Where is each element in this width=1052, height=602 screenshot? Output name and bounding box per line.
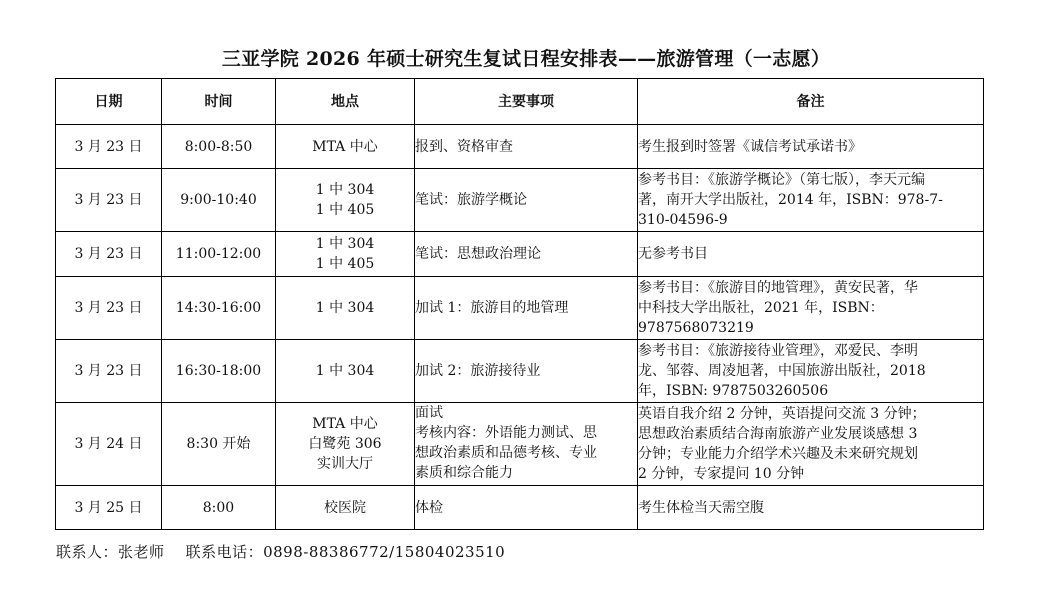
cell-note-line: 考生报到时签署《诚信考试承诺书》	[638, 138, 862, 155]
cell-item	[415, 232, 638, 277]
cell-note	[638, 277, 984, 340]
cell-time: 8:00	[162, 486, 276, 530]
cell-note-line: 龙、邹蓉、周凌旭著，中国旅游出版社，2018	[638, 363, 926, 379]
cell-place	[276, 403, 415, 486]
cell-note-line: 著，南开大学出版社，2014 年，ISBN：978-7-	[638, 192, 943, 208]
cell-item-line: 面试	[415, 405, 443, 421]
cell-note-line: 思想政治素质结合海南旅游产业发展谈感想 3	[638, 426, 918, 442]
cell-place-line: 校医院	[324, 499, 366, 516]
cell-item	[415, 277, 638, 340]
cell-date: 3 月 23 日	[56, 169, 162, 232]
cell-place-line: 实训大厅	[317, 456, 373, 472]
cell-item-line: 加试 1：旅游目的地管理	[415, 300, 569, 316]
cell-place-line: 1 中 405	[315, 202, 375, 218]
cell-time: 11:00-12:00	[162, 232, 276, 277]
cell-time: 9:00-10:40	[162, 169, 276, 232]
cell-time: 14:30-16:00	[162, 277, 276, 340]
cell-date: 3 月 23 日	[56, 277, 162, 340]
cell-note-line: 年，ISBN: 9787503260506	[638, 383, 829, 399]
cell-note	[638, 403, 984, 486]
table-row	[56, 232, 984, 277]
cell-note	[638, 125, 984, 169]
cell-place-line: 1 中 304	[315, 236, 375, 252]
cell-item-line: 加试 2：旅游接待业	[415, 363, 541, 379]
cell-date: 3 月 23 日	[56, 232, 162, 277]
table-row	[56, 340, 984, 403]
cell-note	[638, 486, 984, 530]
table-row	[56, 486, 984, 530]
table-row	[56, 403, 984, 486]
header-row	[56, 79, 984, 125]
cell-item	[415, 125, 638, 169]
col-header-note: 备注	[638, 79, 984, 125]
cell-place-line: MTA 中心	[312, 416, 378, 432]
cell-item	[415, 340, 638, 403]
cell-item-line: 想政治素质和品德考核、专业	[415, 445, 597, 461]
cell-place-line: MTA 中心	[312, 138, 378, 155]
cell-place	[276, 232, 415, 277]
cell-place-line: 1 中 304	[315, 363, 375, 379]
contact-footer	[56, 541, 505, 562]
cell-note	[638, 169, 984, 232]
cell-note-line: 2 分钟，专家提问 10 分钟	[638, 466, 805, 482]
contact-person: 联系人：张老师	[56, 543, 165, 561]
cell-note-line: 参考书目：《旅游学概论》（第七版），李天元编	[638, 172, 925, 188]
cell-note-line: 考生体检当天需空腹	[638, 499, 764, 516]
cell-item	[415, 486, 638, 530]
cell-time: 16:30-18:00	[162, 340, 276, 403]
cell-item	[415, 169, 638, 232]
cell-note-line: 分钟；专业能力介绍学术兴趣及未来研究规划	[638, 446, 918, 462]
cell-place	[276, 125, 415, 169]
cell-item-line: 素质和综合能力	[415, 465, 513, 481]
cell-note-line: 310-04596-9	[638, 212, 728, 228]
cell-date: 3 月 23 日	[56, 340, 162, 403]
schedule-table	[55, 78, 984, 530]
cell-item-line: 报到、资格审查	[415, 138, 513, 155]
cell-note-line: 中科技大学出版社，2021 年，ISBN：	[638, 300, 884, 316]
cell-item-line: 体检	[415, 499, 443, 516]
cell-date: 3 月 25 日	[56, 486, 162, 530]
cell-note-line: 无参考书目	[638, 246, 708, 262]
cell-place	[276, 277, 415, 340]
cell-place-line: 1 中 304	[315, 182, 375, 198]
col-header-place: 地点	[276, 79, 415, 125]
contact-spacer	[165, 543, 186, 561]
cell-note	[638, 340, 984, 403]
cell-place-line: 1 中 405	[315, 256, 375, 272]
cell-item-line: 笔试：思想政治理论	[415, 246, 541, 262]
cell-note	[638, 232, 984, 277]
page-title: 三亚学院 2026 年硕士研究生复试日程安排表——旅游管理（一志愿）	[221, 48, 831, 70]
cell-date: 3 月 24 日	[56, 403, 162, 486]
table-row	[56, 169, 984, 232]
cell-note-line: 参考书目：《旅游目的地管理》，黄安民著，华	[638, 280, 918, 296]
cell-note-line: 英语自我介绍 2 分钟，英语提问交流 3 分钟；	[638, 406, 926, 422]
cell-item-line: 笔试：旅游学概论	[415, 192, 527, 208]
cell-note-line: 参考书目：《旅游接待业管理》，邓爱民、李明	[638, 343, 918, 359]
cell-item	[415, 403, 638, 486]
cell-place-line: 白鹭苑 306	[308, 436, 382, 452]
table-row	[56, 277, 984, 340]
cell-date: 3 月 23 日	[56, 125, 162, 169]
cell-time: 8:00-8:50	[162, 125, 276, 169]
contact-phone: 联系电话：0898-88386772/15804023510	[185, 543, 506, 561]
col-header-time: 时间	[162, 79, 276, 125]
col-header-item: 主要事项	[415, 79, 638, 125]
cell-place	[276, 169, 415, 232]
cell-note-line: 9787568073219	[638, 320, 754, 336]
cell-place-line: 1 中 304	[315, 300, 375, 316]
table-row	[56, 125, 984, 169]
cell-item-line: 考核内容：外语能力测试、思	[415, 425, 597, 441]
cell-time: 8:30 开始	[162, 403, 276, 486]
cell-place	[276, 340, 415, 403]
cell-place	[276, 486, 415, 530]
col-header-date: 日期	[56, 79, 162, 125]
